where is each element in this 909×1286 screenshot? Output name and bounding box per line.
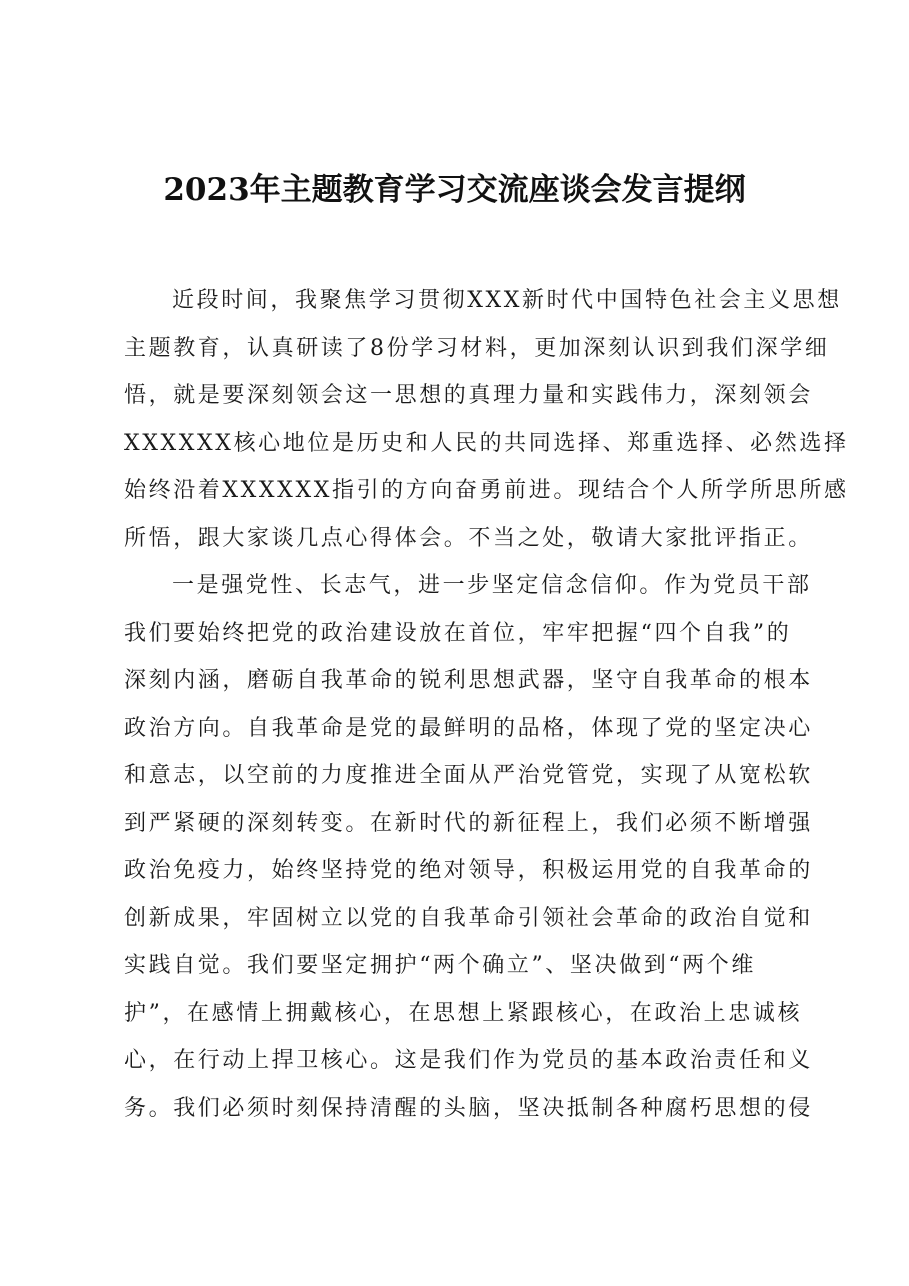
paragraph-line: 所悟，跟大家谈几点心得体会。不当之处，敬请大家批评指正。 (124, 525, 813, 551)
paragraph-line: 创新成果，牢固树立以党的自我革命引领社会革命的政治自觉和 (124, 905, 813, 931)
paragraph-line: 政治免疫力，始终坚持党的绝对领导，积极运用党的自我革命的 (124, 858, 813, 883)
paragraph-line: 心，在行动上捍卫核心。这是我们作为党员的基本政治责任和义 (124, 1048, 813, 1073)
paragraph-line: 实践自觉。我们要坚定拥护“两个确立”、坚决做到“两个维 (124, 953, 756, 978)
paragraph-line: 政治方向。自我革命是党的最鲜明的品格，体现了党的坚定决心 (124, 715, 813, 741)
paragraph-line: 深刻内涵，磨砺自我革命的锐利思想武器，坚守自我革命的根本 (124, 668, 813, 693)
paragraph-line: 和意志，以空前的力度推进全面从严治党管党，实现了从宽松软 (124, 763, 813, 788)
paragraph-line: XXXXXX核心地位是历史和人民的共同选择、郑重选择、必然选择 (124, 430, 849, 456)
paragraph-line: 始终沿着XXXXXX指引的方向奋勇前进。现结合个人所学所思所感 (124, 478, 849, 503)
paragraph-line: 我们要始终把党的政治建设放在首位，牢牢把握“四个自我”的 (124, 620, 792, 646)
paragraph-line: 一是强党性、长志气，进一步坚定信念信仰。作为党员干部 (172, 573, 812, 598)
paragraph-line: 务。我们必须时刻保持清醒的头脑，坚决抵制各种腐朽思想的侵 (124, 1095, 813, 1121)
paragraph-line: 主题教育，认真研读了8份学习材料，更加深刻认识到我们深学细 (124, 335, 830, 361)
paragraph-line: 近段时间，我聚焦学习贯彻XXX新时代中国特色社会主义思想 (172, 288, 842, 313)
paragraph-line: 悟，就是要深刻领会这一思想的真理力量和实践伟力，深刻领会 (124, 383, 813, 408)
paragraph-line: 护”，在感情上拥戴核心，在思想上紧跟核心，在政治上忠诚核 (124, 1000, 803, 1026)
document-title: 2023年主题教育学习交流座谈会发言提纲 (163, 172, 746, 208)
document-body (124, 281, 849, 1136)
paragraph-line: 到严紧硬的深刻转变。在新时代的新征程上，我们必须不断增强 (124, 810, 813, 836)
